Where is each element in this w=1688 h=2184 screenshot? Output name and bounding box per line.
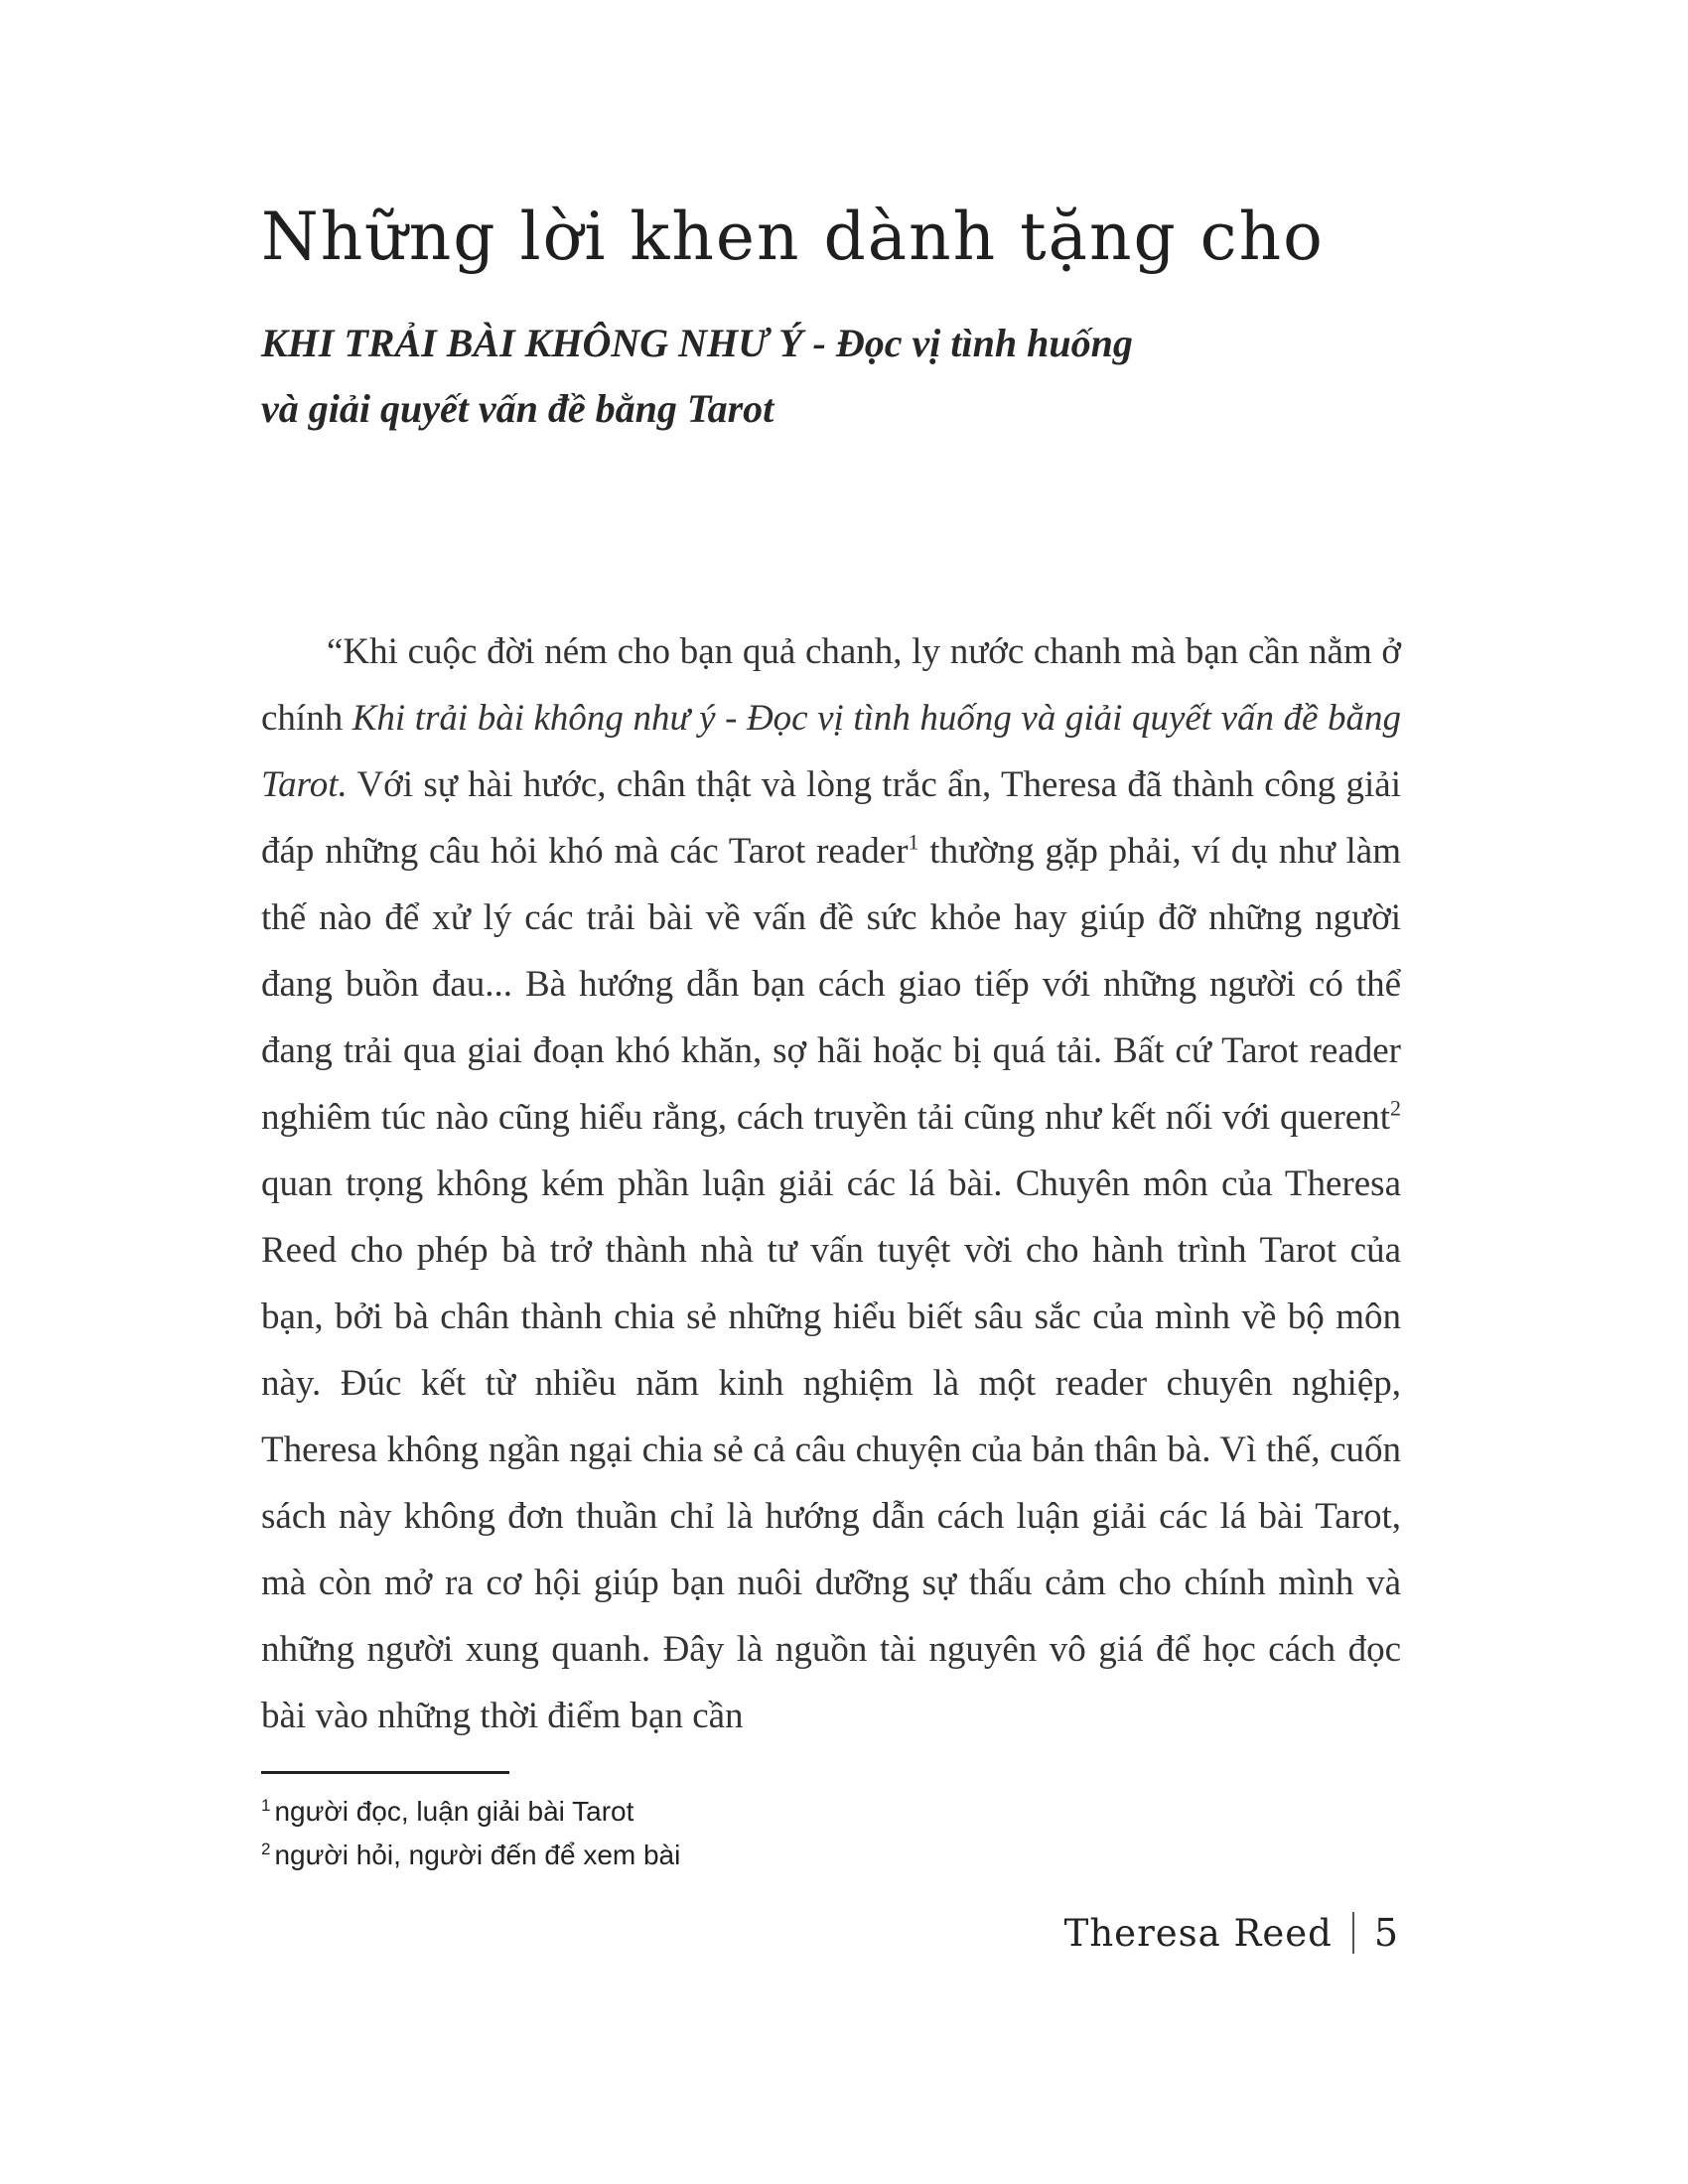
page-footer <box>1064 1911 1398 1955</box>
book-subtitle-line1: KHI TRẢI BÀI KHÔNG NHƯ Ý - Đọc vị tình huống <box>261 321 1133 365</box>
book-subtitle <box>261 311 1401 442</box>
footnote-2-text: người hỏi, người đến để xem bài <box>274 1840 681 1870</box>
body-paragraph: “Khi cuộc đời ném cho bạn quả chanh, ly nước chanh mà bạn cần nằm ở chính Khi trải bài không như ý - Đọc vị tình huống và giải quyết vấn đề bằng Tarot. Với sự hài hước, chân thật và lòng trắc ẩn, Theresa đã thành công giải đáp những câu hỏi khó mà các Tarot reader$^1$ thường gặp phải, ví dụ như làm thế nào để xử lý các trải bài về vấn đề sức khỏe hay giúp đỡ những người đang buồn đau... Bà hướng dẫn bạn cách giao tiếp với những người có thể đang trải qua giai đoạn khó khăn, sợ hãi hoặc bị quá tải. Bất cứ Tarot reader nghiêm túc nào cũng hiểu rằng, cách truyền tải cũng như kết nối với querent$^2$ quan trọng không kém phần luận giải các lá bài. Chuyên môn của Theresa Reed cho phép bà trở thành nhà tư vấn tuyệt vời cho hành trình Tarot của bạn, bởi bà chân thành chia sẻ những hiểu biết sâu sắc của mình về bộ môn này. Đúc kết từ nhiều năm kinh nghiệm là một reader chuyên nghiệp, Theresa không ngần ngại chia sẻ cả câu chuyện của bản thân bà. Vì thế, cuốn sách này không đơn thuần chỉ là hướng dẫn cách luận giải các lá bài Tarot, mà còn mở ra cơ hội giúp bạn nuôi dưỡng sự thấu cảm cho chính mình và những người xung quanh. Đây là nguồn tài nguyên vô giá để học cách đọc bài vào những thời điểm bạn cần <box>261 631 1402 1736</box>
footnote-2 <box>261 1834 1401 1877</box>
footnote-1-marker: 1 <box>261 1795 271 1815</box>
footer-page-number: 5 <box>1373 1911 1398 1955</box>
page-content <box>261 0 1401 1877</box>
footnote-2-marker: 2 <box>261 1839 271 1858</box>
footnote-1 <box>261 1790 1401 1834</box>
page-title: Những lời khen dành tặng cho <box>261 199 1325 275</box>
footnote-1-text: người đọc, luận giải bài Tarot <box>274 1796 634 1827</box>
footnote-divider <box>261 1771 509 1774</box>
book-subtitle-line2: và giải quyết vấn đề bằng Tarot <box>261 386 774 431</box>
footer-divider <box>1352 1912 1354 1954</box>
footnotes-section <box>261 1771 1401 1877</box>
footer-author: Theresa Reed <box>1063 1911 1333 1955</box>
